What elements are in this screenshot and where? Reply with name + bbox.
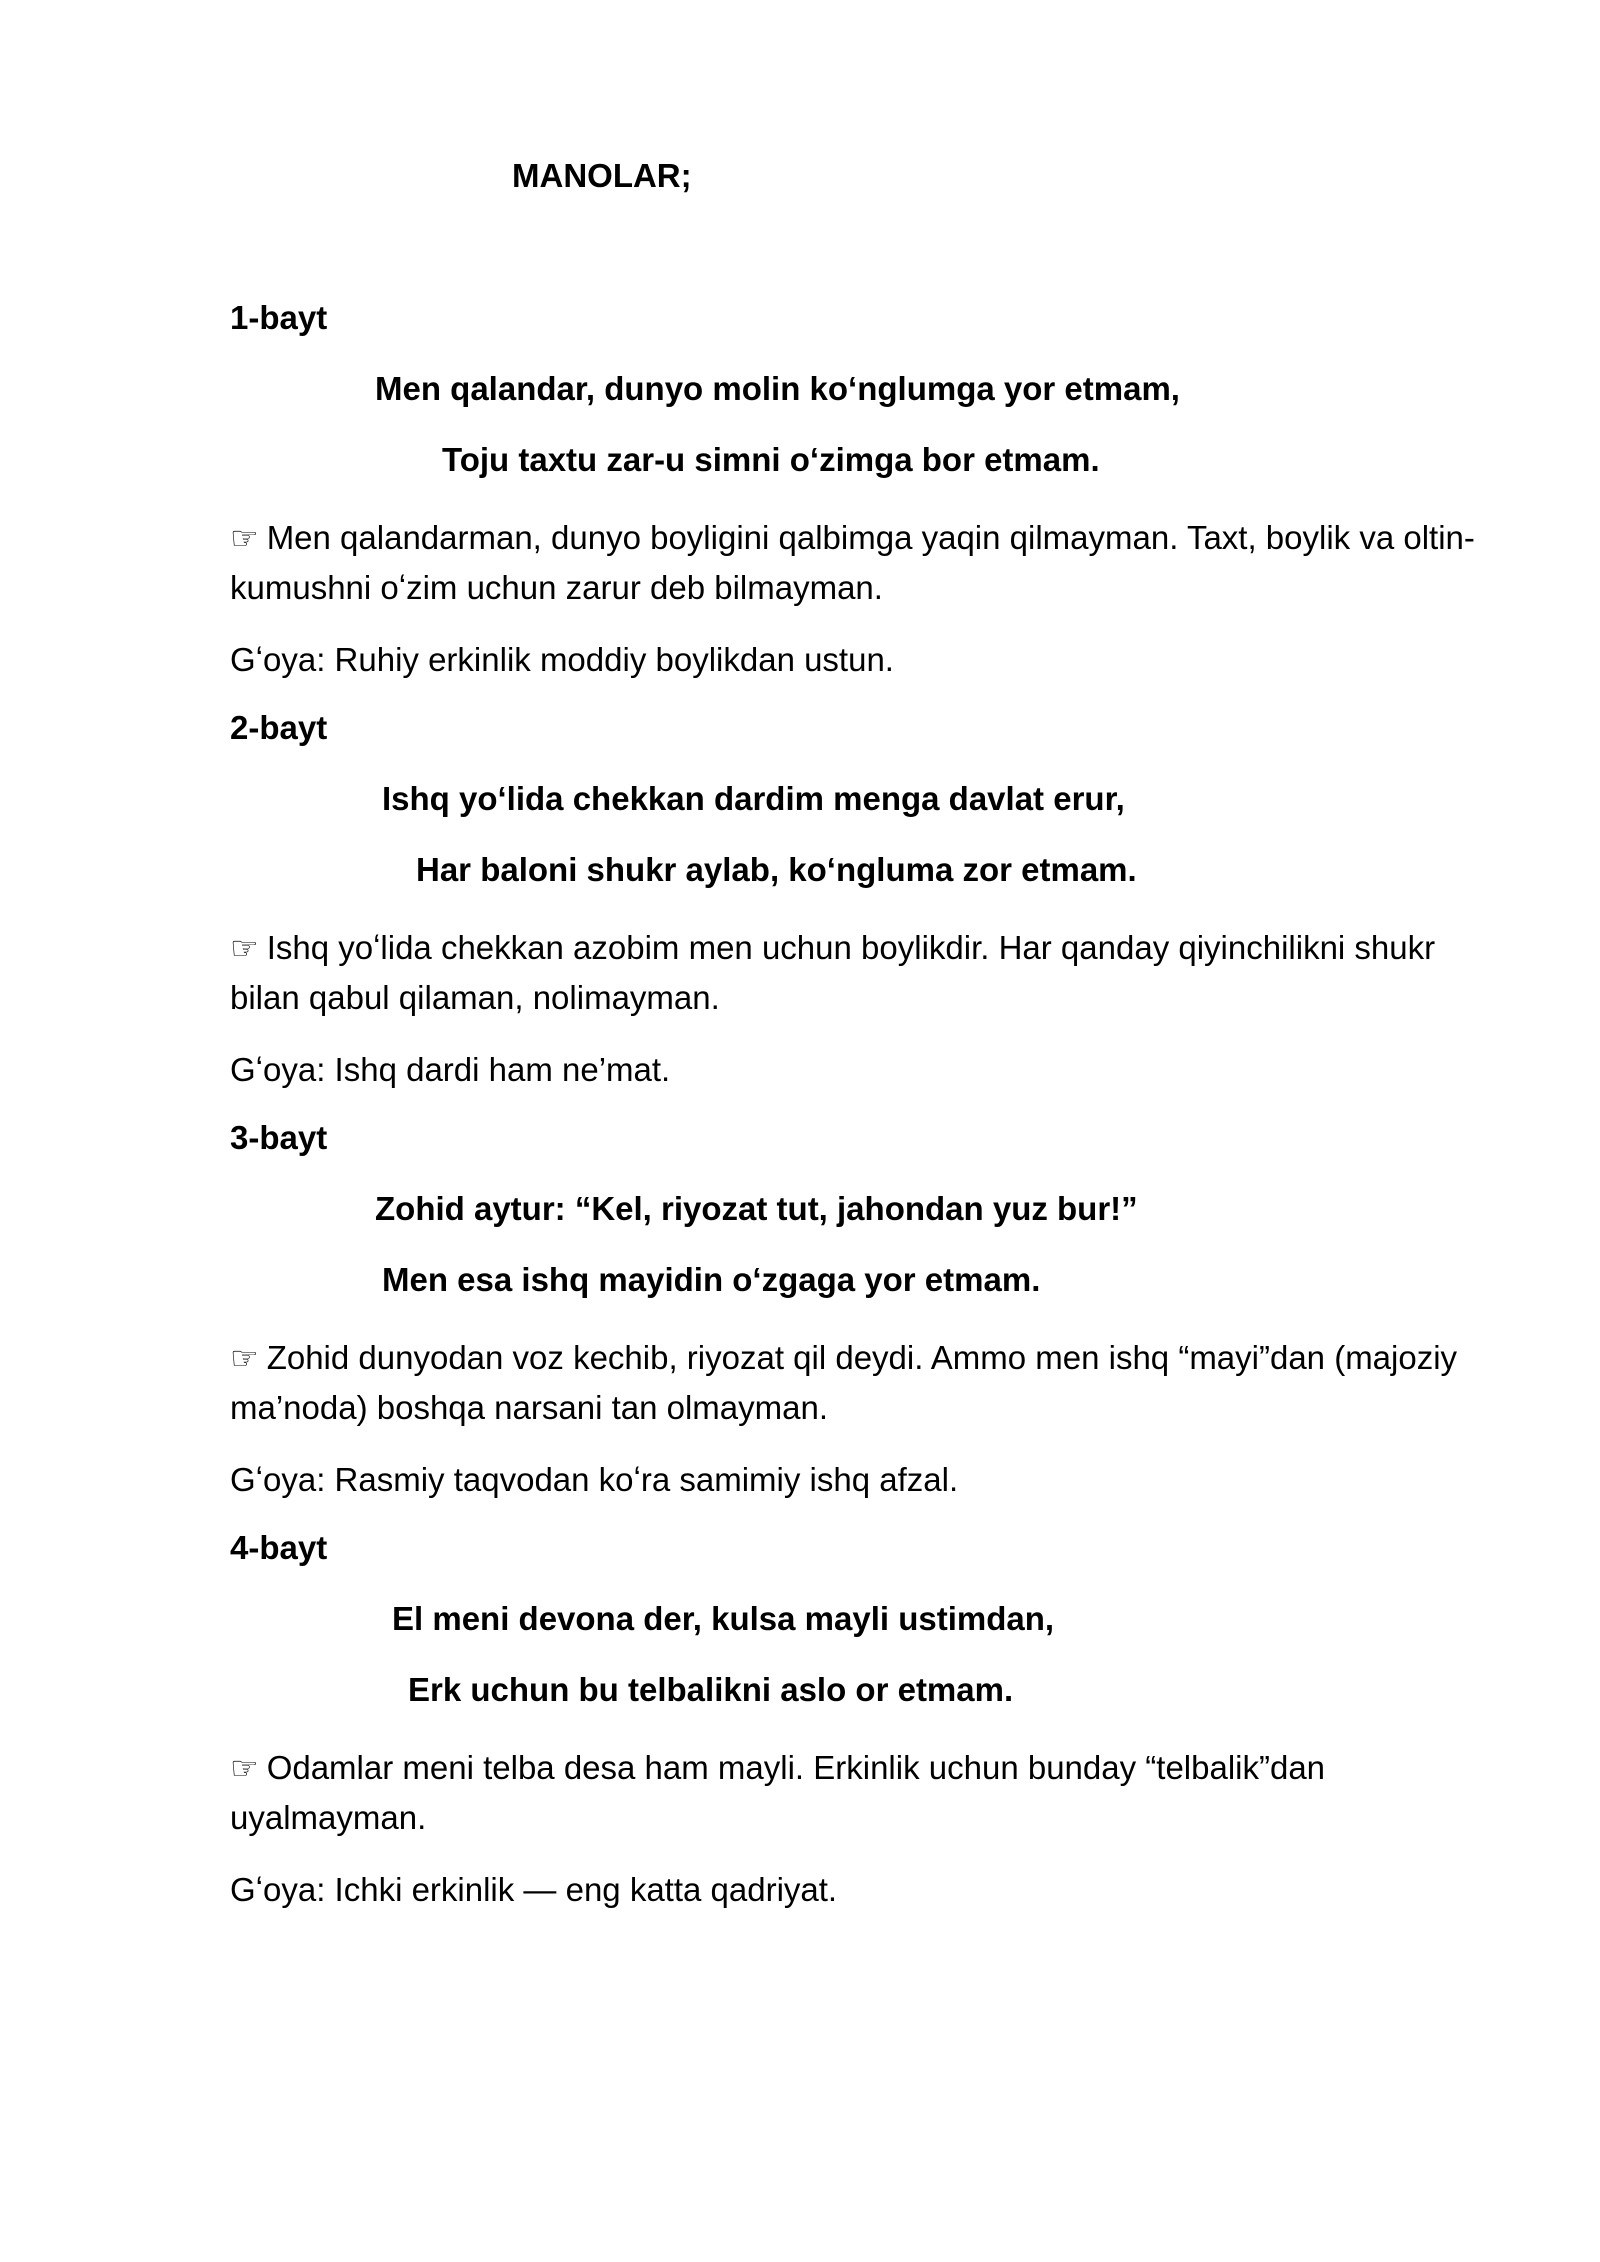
bayt-label: 4-bayt bbox=[230, 1529, 328, 1566]
idea-line: Gʻoya: Rasmiy taqvodan koʻra samimiy ishq afzal. bbox=[230, 1461, 959, 1498]
verse-line-1: El meni devona der, kulsa mayli ustimdan, bbox=[392, 1600, 1055, 1637]
pointing-hand-icon: ☞ bbox=[230, 1749, 259, 1787]
verse-line-1: Zohid aytur: “Kel, riyozat tut, jahondan yuz bur!” bbox=[375, 1190, 1138, 1227]
meaning-paragraph bbox=[230, 923, 1480, 1023]
bayt-section-1 bbox=[230, 298, 1480, 680]
pointing-hand-icon: ☞ bbox=[230, 519, 259, 557]
meaning-text: Zohid dunyodan voz kechib, riyozat qil deydi. Ammo men ishq “mayi”dan (majoziy ma’noda) boshqa narsani tan olmayman. bbox=[230, 1339, 1458, 1426]
idea-line: Gʻoya: Ichki erkinlik — eng katta qadriyat. bbox=[230, 1871, 838, 1908]
bayt-label: 1-bayt bbox=[230, 299, 328, 336]
verse-line-1: Men qalandar, dunyo molin koʻnglumga yor etmam, bbox=[375, 370, 1180, 407]
idea-line: Gʻoya: Ruhiy erkinlik moddiy boylikdan ustun. bbox=[230, 641, 894, 678]
bayt-section-3 bbox=[230, 1118, 1480, 1500]
meaning-text: Odamlar meni telba desa ham mayli. Erkinlik uchun bunday “telbalik”dan uyalmayman. bbox=[230, 1749, 1326, 1836]
verse-line-2: Erk uchun bu telbalikni aslo or etmam. bbox=[408, 1671, 1014, 1708]
verse-line-1: Ishq yoʻlida chekkan dardim menga davlat erur, bbox=[382, 780, 1125, 817]
meaning-text: Men qalandarman, dunyo boyligini qalbimga yaqin qilmayman. Taxt, boylik va oltin-kumushni oʻzim uchun zarur deb bilmayman. bbox=[230, 519, 1475, 606]
bayt-section-4 bbox=[230, 1528, 1480, 1910]
meaning-paragraph bbox=[230, 1333, 1480, 1433]
bayt-label: 3-bayt bbox=[230, 1119, 328, 1156]
verse-line-2: Har baloni shukr aylab, koʻngluma zor etmam. bbox=[416, 851, 1137, 888]
meaning-paragraph bbox=[230, 1743, 1480, 1843]
meaning-paragraph bbox=[230, 513, 1480, 613]
idea-line: Gʻoya: Ishq dardi ham ne’mat. bbox=[230, 1051, 671, 1088]
document-title: MANOLAR; bbox=[512, 157, 692, 194]
pointing-hand-icon: ☞ bbox=[230, 1339, 259, 1377]
bayt-section-2 bbox=[230, 708, 1480, 1090]
verse-line-2: Toju taxtu zar-u simni oʻzimga bor etmam. bbox=[442, 441, 1100, 478]
pointing-hand-icon: ☞ bbox=[230, 929, 259, 967]
bayt-label: 2-bayt bbox=[230, 709, 328, 746]
verse-line-2: Men esa ishq mayidin oʻzgaga yor etmam. bbox=[382, 1261, 1041, 1298]
meaning-text: Ishq yoʻlida chekkan azobim men uchun boylikdir. Har qanday qiyinchilikni shukr bilan qabul qilaman, nolimayman. bbox=[230, 929, 1436, 1016]
